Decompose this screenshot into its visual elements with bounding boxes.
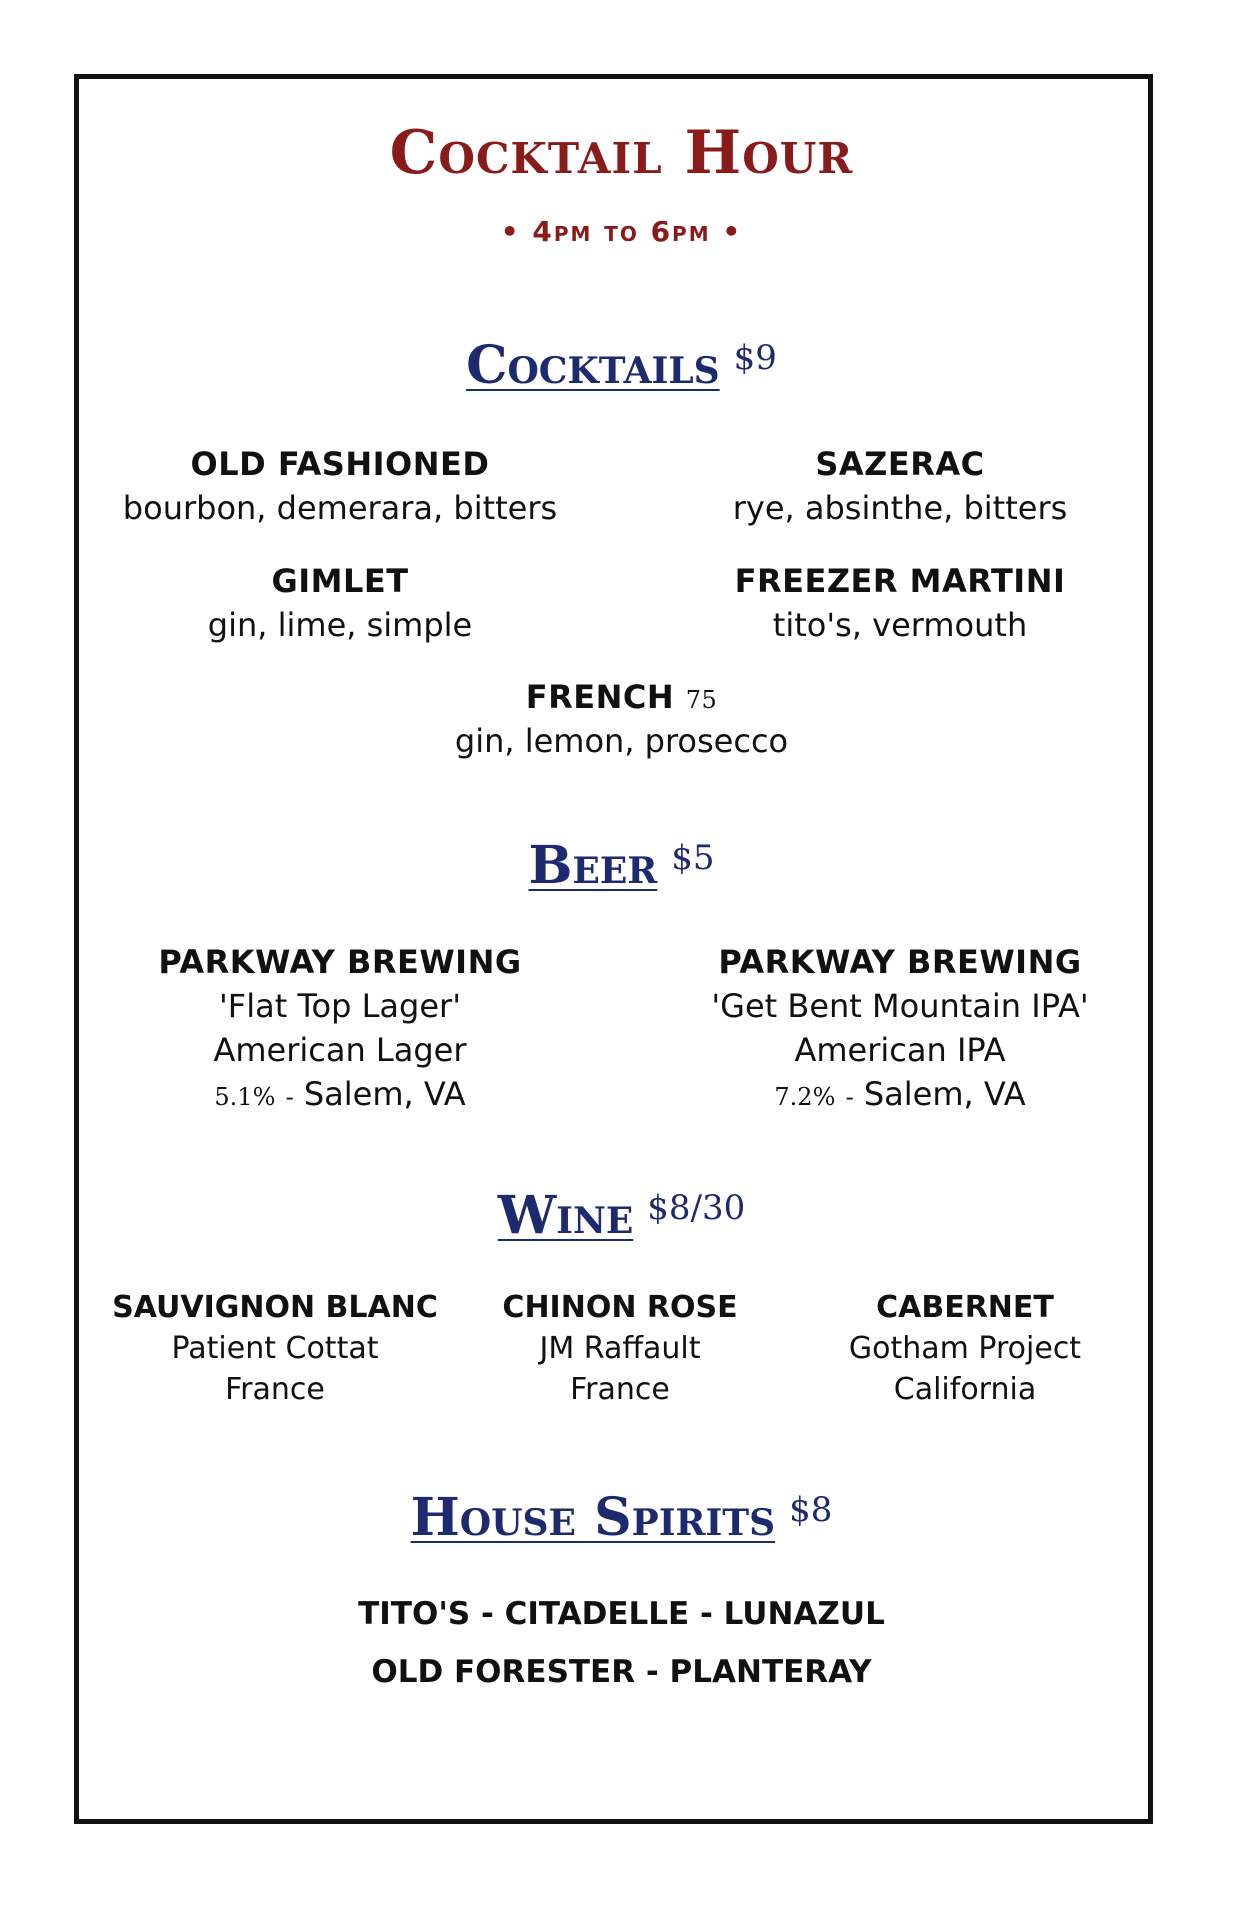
cocktail-name-main: FRENCH: [525, 678, 675, 716]
cocktail-desc: gin, lemon, prosecco: [454, 722, 789, 760]
beer-name: 'Get Bent Mountain IPA': [711, 987, 1089, 1025]
wine-item: [790, 1290, 1140, 1407]
wine-heading: [0, 1185, 1243, 1246]
wine-name: SAUVIGNON BLANC: [112, 1290, 438, 1325]
beer-item: [110, 943, 570, 1113]
cocktail-desc: bourbon, demerara, bitters: [122, 489, 558, 527]
spirits-heading: [0, 1487, 1243, 1548]
wine-item: [100, 1290, 450, 1407]
beer-abv: 5.1%: [214, 1083, 276, 1111]
cocktail-item: [670, 445, 1130, 527]
beer-style: American Lager: [213, 1031, 467, 1069]
wine-region: France: [225, 1372, 325, 1407]
beer-style: American IPA: [794, 1031, 1006, 1069]
cocktails-heading: [0, 335, 1243, 396]
cocktail-name-suffix: 75: [685, 686, 718, 714]
wine-name: CABERNET: [876, 1290, 1054, 1325]
wine-producer: JM Raffault: [539, 1331, 701, 1366]
menu-title: Cocktail Hour: [389, 118, 854, 188]
cocktail-item: [110, 562, 570, 644]
beer-heading: [0, 835, 1243, 896]
beer-price: $5: [671, 838, 715, 878]
hours-subtitle: • 4pm to 6pm •: [500, 215, 743, 248]
wine-producer: Patient Cottat: [171, 1331, 379, 1366]
spirits-heading-label: House Spirits: [410, 1487, 776, 1548]
beer-name: 'Flat Top Lager': [219, 987, 461, 1025]
wine-price: $8/30: [647, 1188, 746, 1228]
wine-region: France: [570, 1372, 670, 1407]
wine-heading-label: Wine: [497, 1185, 634, 1246]
beer-item: [670, 943, 1130, 1113]
cocktails-heading-label: Cocktails: [466, 335, 720, 396]
cocktail-name: GIMLET: [271, 562, 409, 600]
beer-abv: 7.2%: [774, 1083, 836, 1111]
cocktail-name: [0, 678, 1243, 716]
spirits-line-1: TITO'S - CITADELLE - LUNAZUL: [358, 1596, 885, 1632]
beer-origin: Salem, VA: [863, 1075, 1026, 1113]
cocktails-price: $9: [733, 338, 777, 378]
beer-brewery: PARKWAY BREWING: [718, 943, 1082, 981]
spirits-list: [0, 1585, 1243, 1701]
cocktail-name: OLD FASHIONED: [190, 445, 490, 483]
beer-abv-origin: 5.1% - Salem, VA: [214, 1075, 466, 1113]
beer-abv-origin: 7.2% - Salem, VA: [774, 1075, 1026, 1113]
cocktail-name: FREEZER MARTINI: [734, 562, 1066, 600]
cocktail-item: [670, 562, 1130, 644]
cocktail-item: [110, 445, 570, 527]
cocktail-desc: rye, absinthe, bitters: [732, 489, 1068, 527]
cocktail-item: [0, 678, 1243, 760]
wine-item: [445, 1290, 795, 1407]
beer-heading-label: Beer: [528, 835, 658, 896]
spirits-line-2: OLD FORESTER - PLANTERAY: [371, 1654, 872, 1690]
cocktail-desc: gin, lime, simple: [207, 606, 473, 644]
spirits-price: $8: [789, 1490, 833, 1530]
wine-producer: Gotham Project: [848, 1331, 1082, 1366]
beer-brewery: PARKWAY BREWING: [158, 943, 522, 981]
beer-origin: Salem, VA: [303, 1075, 466, 1113]
wine-name: CHINON ROSE: [502, 1290, 738, 1325]
cocktail-desc: tito's, vermouth: [772, 606, 1028, 644]
wine-region: California: [893, 1372, 1037, 1407]
cocktail-name: SAZERAC: [815, 445, 985, 483]
